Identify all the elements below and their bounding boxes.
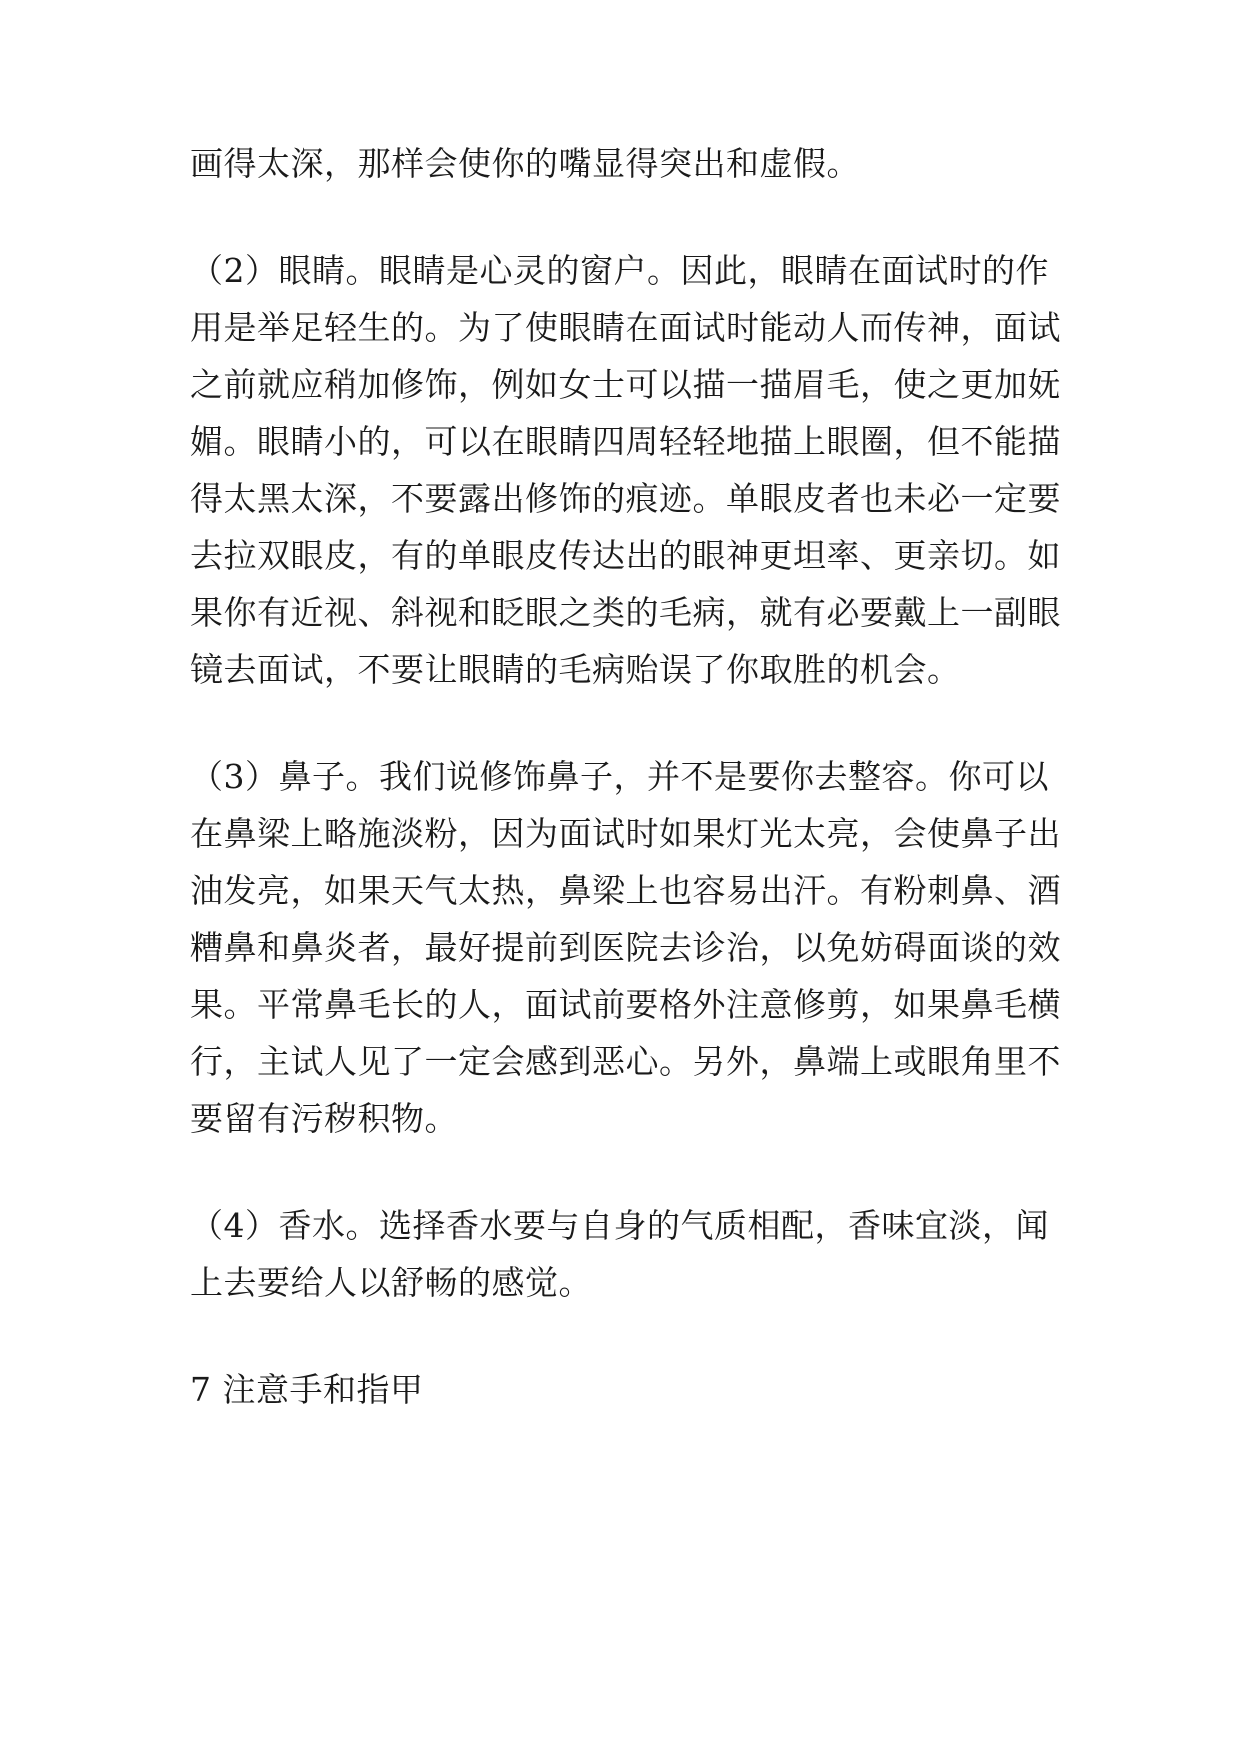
paragraph-2-line-6: 去拉双眼皮，有的单眼皮传达出的眼神更坦率、更亲切。如 xyxy=(190,536,1061,575)
paragraph-4-line-1: （4）香水。选择香水要与自身的气质相配，香味宜淡，闻 xyxy=(190,1206,1049,1245)
paragraph-3-line-4: 糟鼻和鼻炎者，最好提前到医院去诊治，以免妨碍面谈的效 xyxy=(190,928,1061,967)
paragraph-3-line-7: 要留有污秽积物。 xyxy=(190,1099,458,1138)
paragraph-2-line-4: 媚。眼睛小的，可以在眼睛四周轻轻地描上眼圈，但不能描 xyxy=(190,422,1061,461)
paragraph-3-line-3: 油发亮，如果天气太热，鼻梁上也容易出汗。有粉刺鼻、酒 xyxy=(190,871,1061,910)
paragraph-2-line-8: 镜去面试，不要让眼睛的毛病贻误了你取胜的机会。 xyxy=(190,650,961,689)
paragraph-2-line-7: 果你有近视、斜视和眨眼之类的毛病，就有必要戴上一副眼 xyxy=(190,593,1061,632)
paragraph-3-line-5: 果。平常鼻毛长的人，面试前要格外注意修剪，如果鼻毛横 xyxy=(190,985,1061,1024)
paragraph-4-line-2: 上去要给人以舒畅的感觉。 xyxy=(190,1263,592,1302)
paragraph-2-line-5: 得太黑太深，不要露出修饰的痕迹。单眼皮者也未必一定要 xyxy=(190,479,1061,518)
paragraph-3-line-2: 在鼻梁上略施淡粉，因为面试时如果灯光太亮，会使鼻子出 xyxy=(190,814,1061,853)
paragraph-2-line-1: （2）眼睛。眼睛是心灵的窗户。因此，眼睛在面试时的作 xyxy=(190,251,1049,290)
paragraph-1-line-1: 画得太深，那样会使你的嘴显得突出和虚假。 xyxy=(190,144,860,183)
section-heading: 7 注意手和指甲 xyxy=(190,1370,424,1409)
paragraph-3-line-1: （3）鼻子。我们说修饰鼻子，并不是要你去整容。你可以 xyxy=(190,757,1049,796)
paragraph-2-line-2: 用是举足轻生的。为了使眼睛在面试时能动人而传神，面试 xyxy=(190,308,1061,347)
paragraph-3-line-6: 行，主试人见了一定会感到恶心。另外，鼻端上或眼角里不 xyxy=(190,1042,1061,1081)
paragraph-2-line-3: 之前就应稍加修饰，例如女士可以描一描眉毛，使之更加妩 xyxy=(190,365,1061,404)
